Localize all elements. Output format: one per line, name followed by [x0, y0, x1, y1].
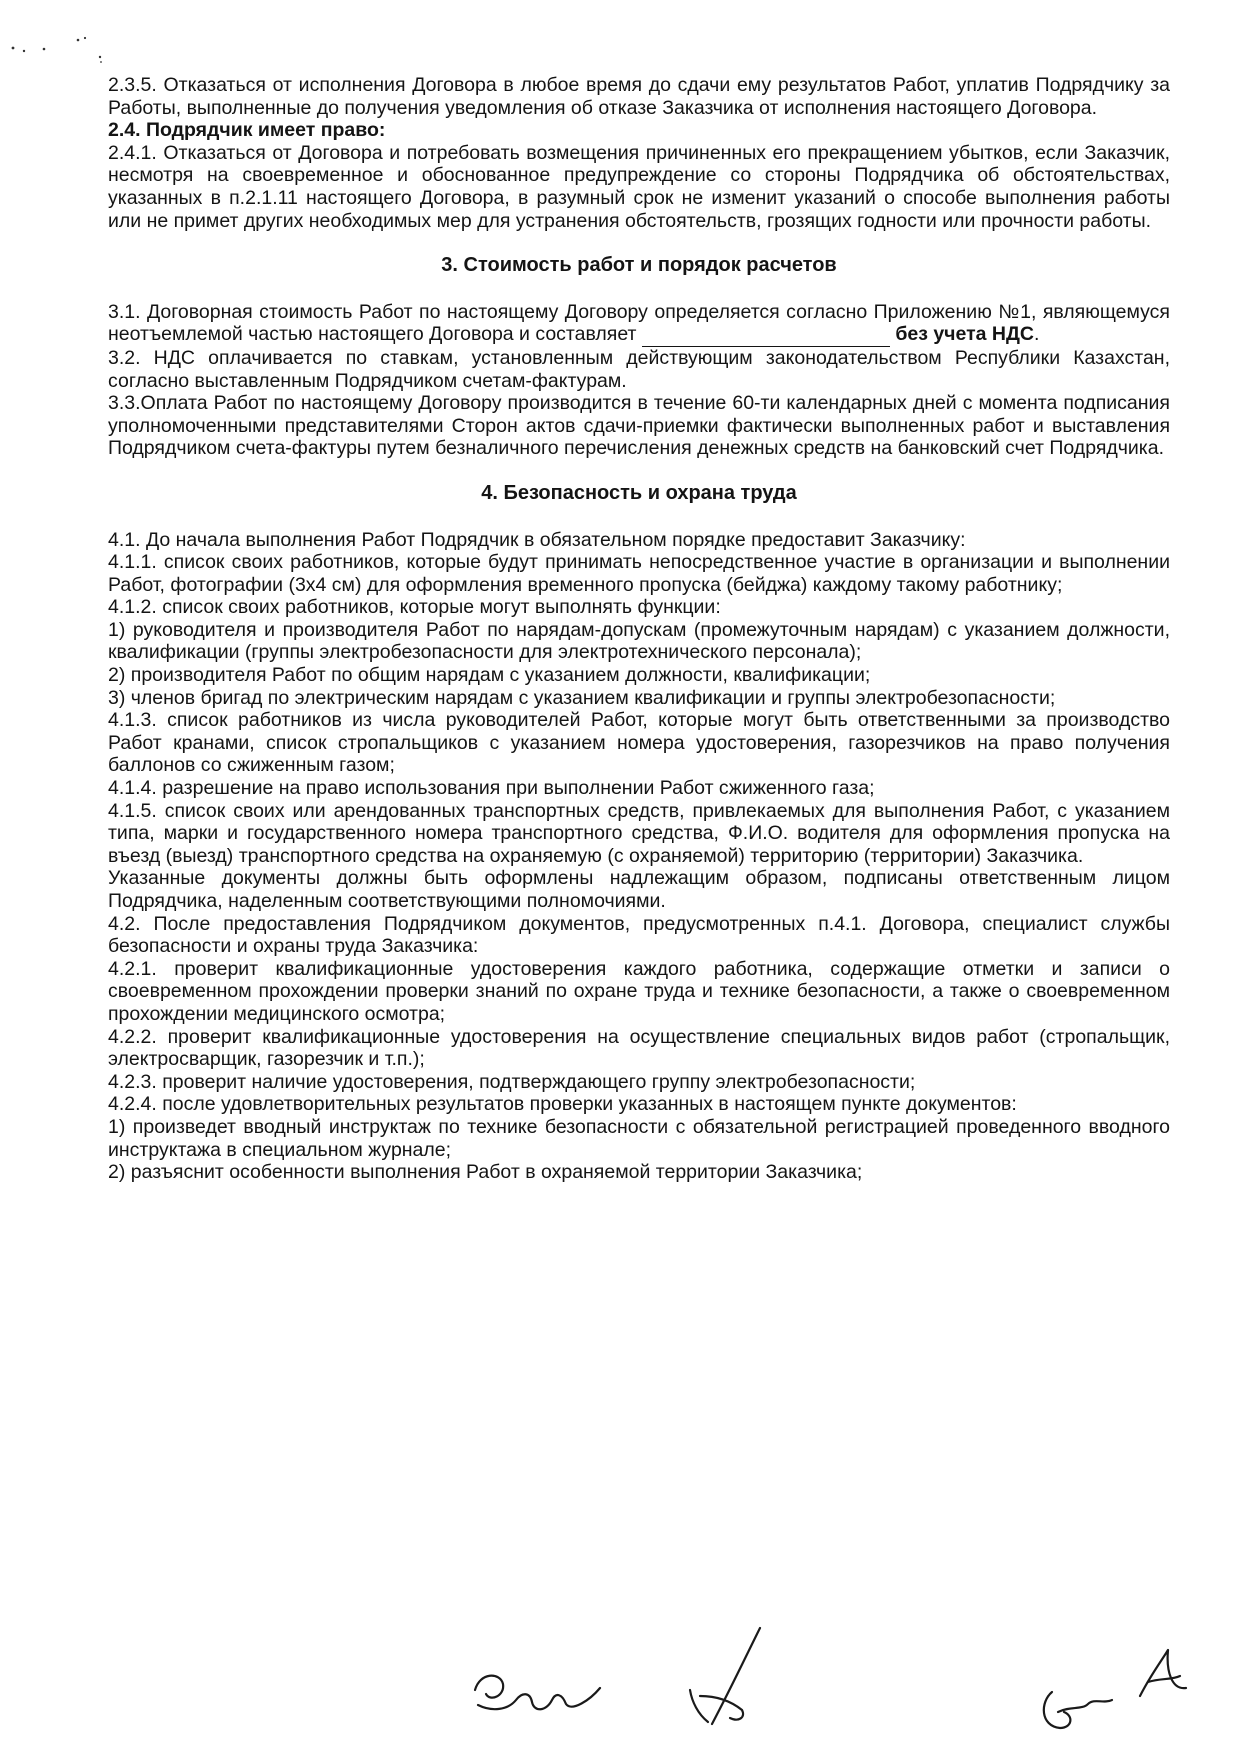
clause-4-2-3: 4.2.3. проверит наличие удостоверения, подтверждающего группу электробезопасности; — [108, 1070, 916, 1093]
clause-4-2: 4.2. После предоставления Подрядчиком документов, предусмотренных п.4.1. Договора, специалист службы безопасности и охраны труда Заказчика: — [108, 912, 1170, 958]
clause-4-1-2-item-2: 2) производителя Работ по общим нарядам с указанием должности, квалификации; — [108, 664, 871, 687]
clause-4-1-2-item-3: 3) членов бригад по электрическим нарядам с указанием квалификации и группы электробезопасности; — [108, 686, 1056, 709]
clause-4-1-2: 4.1.2. список своих работников, которые могут выполнять функции: — [108, 596, 721, 619]
clause-4-2-4-item-2: 2) разъяснит особенности выполнения Работ в охраняемой территории Заказчика; — [108, 1161, 863, 1184]
section-4-title: 4. Безопасность и охрана труда — [481, 481, 797, 504]
clause-2-4-1: 2.4.1. Отказаться от Договора и потребовать возмещения причиненных его прекращением убытков, если Заказчик, несмотря на своевременное и обоснованное предупреждение со стороны Подрядчика об обстоятельствах, указанных в п.2.1.11 настоящего Договора, в разумный срок не изменит указаний о способе выполнения работы или не примет других необходимых мер для устранения обстоятельств, грозящих годности или прочности работы. — [108, 141, 1170, 232]
clause-4-1-2-item-1: 1) руководителя и производителя Работ по нарядам-допускам (промежуточным нарядам) с указанием должности, квалификации (группы электробезопасности для электротехнического персонала); — [108, 618, 1170, 664]
clause-4-1-5: 4.1.5. список своих или арендованных транспортных средств, привлекаемых для выполнения Работ, с указанием типа, марки и государственного номера транспортного средства, Ф.И.О. водителя для оформления пропуска на въезд (выезд) транспортного средства на охраняемую (с охраняемой) территорию (территории) Заказчика. — [108, 799, 1170, 867]
clause-3-2: 3.2. НДС оплачивается по ставкам, установленным действующим законодательством Республики Казахстан, согласно выставленным Подрядчиком счетам-фактурам. — [108, 346, 1170, 392]
clause-3-3: 3.3.Оплата Работ по настоящему Договору производится в течение 60-ти календарных дней с момента подписания уполномоченными представителями Сторон актов сдачи-приемки фактически выполненных работ и выставления Подрядчиком счета-фактуры путем безналичного перечисления денежных средств на банковский счет Подрядчика. — [108, 392, 1170, 460]
documents-note: Указанные документы должны быть оформлены надлежащим образом, подписаны ответственным лицом Подрядчика, наделенным соответствующими полномочиями. — [108, 867, 1170, 912]
clause-3-1-vat-note: без учета НДС — [895, 323, 1034, 346]
signature-middle — [690, 1628, 760, 1724]
clause-2-3-5: 2.3.5. Отказаться от исполнения Договора в любое время до сдачи ему результатов Работ, уплатив Подрядчику за Работы, выполненные до получения уведомления об отказе Заказчика от исполнения настоящего Договора. — [108, 74, 1170, 119]
signature-right — [1044, 1650, 1186, 1728]
clause-4-1: 4.1. До начала выполнения Работ Подрядчик в обязательном порядке предоставит Заказчику: — [108, 528, 966, 551]
clause-4-2-4-item-1: 1) произведет вводный инструктаж по технике безопасности с обязательной регистрацией проведенного вводного инструктажа в специальном журнале; — [108, 1115, 1170, 1161]
signature-left — [475, 1676, 600, 1710]
clause-4-1-1: 4.1.1. список своих работников, которые будут принимать непосредственное участие в организации и выполнении Работ, фотографии (3х4 см) для оформления временного пропуска (бейджа) каждому такому работнику; — [108, 551, 1170, 596]
clause-4-2-1: 4.2.1. проверит квалификационные удостоверения каждого работника, содержащие отметки и записи о своевременном прохождении проверки знаний по охране труда и технике безопасности, а также о своевременном прохождении медицинского осмотра; — [108, 957, 1170, 1025]
clause-4-2-2: 4.2.2. проверит квалификационные удостоверения на осуществление специальных видов работ (стропальщик, электросварщик, газорезчик и т.п.); — [108, 1025, 1170, 1071]
clause-3-1-end: . — [1033, 323, 1040, 346]
clause-4-1-3: 4.1.3. список работников из числа руководителей Работ, которые могут быть ответственными за производство Работ кранами, список стропальщиков с указанием номера удостоверения, газорезчиков на право получения баллонов со сжиженным газом; — [108, 709, 1170, 777]
section-3-title: 3. Стоимость работ и порядок расчетов — [441, 254, 837, 277]
clause-2-4-heading: 2.4. Подрядчик имеет право: — [108, 119, 386, 142]
clause-3-1-text: 3.1. Договорная стоимость Работ по настоящему Договору определяется согласно Приложению №1, являющемуся неотъемлемой частью настоящего Договора и составляет — [108, 300, 1170, 346]
clause-4-1-4: 4.1.4. разрешение на право использования при выполнении Работ сжиженного газа; — [108, 777, 875, 800]
clause-4-2-4: 4.2.4. после удовлетворительных результатов проверки указанных в настоящем пункте документов: — [108, 1093, 1017, 1116]
